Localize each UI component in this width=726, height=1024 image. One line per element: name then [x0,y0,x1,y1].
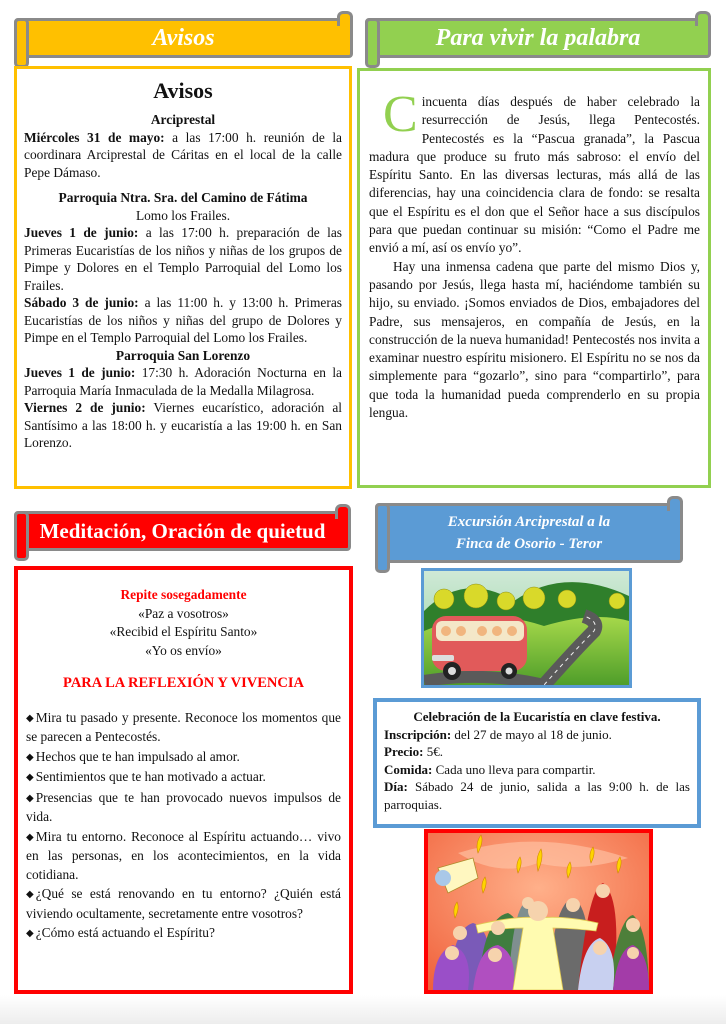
reflexion-item [26,748,341,768]
reflexion-title: PARA LA REFLEXIÓN Y VIVENCIA [63,675,304,691]
aviso-entry [24,224,342,294]
info-row-comida [384,761,690,779]
reflexion-item-text: ¿Cómo está actuando el Espíritu? [35,925,215,940]
excursion-title-line-2: Finca de Osorio - Teror [455,536,603,552]
reflexion-item-text: Presencias que te han provocado nuevos impulsos de vida. [26,789,341,824]
pentecost-illustration-icon [424,829,653,994]
section-title-san-lorenzo: Parroquia San Lorenzo [115,347,251,363]
reflexion-item [26,924,341,944]
phrase: «Yo os envío» [145,642,222,658]
aviso-date: Sábado 3 de junio: [24,295,139,310]
reflexion-item-text: ¿Qué se está renovando en tu entorno? ¿Quién está viviendo ocultamente, secretamente entre vosotros? [26,886,341,921]
reflexion-item [26,709,341,747]
diamond-bullet-icon: ◆ [26,751,34,763]
aviso-entry [24,129,342,182]
palabra-banner-title: Para vivir la palabra [435,24,641,51]
palabra-box [357,68,711,488]
reflexion-item-text: Hechos que te han impulsado al amor. [35,748,240,764]
reflexion-item [26,828,341,885]
reflexion-item [26,768,341,788]
info-value: del 27 de mayo al 18 de junio. [451,726,612,742]
reflexion-item-text: Mira tu pasado y presente. Reconoce los momentos que se parecen a Pentecostés. [26,709,341,744]
drop-cap: C [383,86,418,143]
info-title: Celebración de la Eucaristía en clave festiva. [413,709,661,724]
info-value: Cada uno lleva para compartir. [432,761,596,777]
paragraph-text: incuenta días después de haber celebrado la resurrección de Jesús, llega Pentecostés. Pentecostés es la “Pascua granada”, la Pascua madura que produce su fruto más sabroso: el envío del Espíritu Santo. En las diversas lecturas, más allá de las diferencias, hay una coincidencia clara de fondo: se resalta que el Espíritu es el don que el Señor hace a sus discípulos para que puedan continuar su misión: “Como el Padre me envió a mí, así os envío yo”. [369,94,700,256]
aviso-date: Jueves 1 de junio: [24,225,139,240]
aviso-text: a las 11:00 h. y 13:00 h. Primeras Eucaristías de los niños y niñas del grupo de Dolores y Pimpe en el Templo Parroquial del Lomo los Frailes. [24,295,342,345]
excursion-banner [375,503,683,563]
excursion-title-line-1: Excursión Arciprestal a la [447,514,611,530]
section-title-fatima: Parroquia Ntra. Sra. del Camino de Fátima [58,190,308,205]
phrase: «Recibid el Espíritu Santo» [109,624,258,639]
aviso-entry [24,294,342,347]
excursion-banner-title [448,511,610,555]
aviso-text: a las 17:00 h. reunión de la coordinara Arciprestal de Cáritas en el local de la calle Pepe Dámaso. [24,129,342,180]
diamond-bullet-icon: ◆ [26,792,34,804]
reflexion-list [26,709,341,944]
diamond-bullet-icon: ◆ [26,772,34,783]
aviso-date: Jueves 1 de junio: [24,365,136,380]
info-value: Sábado 24 de junio, salida a las 9:00 h. de las parroquias. [384,779,690,812]
aviso-text: Viernes eucarístico, adoración al Santísimo a las 18:00 h. y eucaristía a las 19:00 h. en San Lorenzo. [24,400,342,450]
avisos-box [14,66,352,489]
aviso-date: Miércoles 31 de mayo: [24,129,165,145]
info-row-inscripcion [384,726,690,744]
info-row-dia [384,778,690,813]
page-bottom-shadow [0,995,726,1024]
diamond-bullet-icon: ◆ [26,831,34,843]
meditacion-box [14,566,353,994]
info-label: Día: [384,779,408,794]
excursion-info-box [373,698,701,828]
diamond-bullet-icon: ◆ [26,712,34,724]
palabra-banner [365,18,711,58]
aviso-text: a las 17:00 h. preparación de las Primeras Eucaristías de los niños y niñas de los grupos de Pimpe y Dolores en el Templo Parroquial del Lomo los Frailes. [24,225,342,293]
avisos-banner [14,18,353,58]
diamond-bullet-icon: ◆ [26,928,34,939]
meditacion-banner [14,511,351,551]
info-row-precio [384,743,690,761]
section-subtitle: Lomo los Frailes. [135,207,231,223]
reflexion-item [26,885,341,923]
info-label: Comida: [384,761,433,777]
phrase: «Paz a vosotros» [138,605,229,621]
bus-illustration-icon [421,568,632,688]
section-title-arciprestal: Arciprestal [150,112,216,127]
palabra-paragraph-2: Hay una inmensa cadena que parte del mismo Dios y, pasando por Jesús, llega hasta mí, haciéndome también su hijo, su enviado. ¡Somos enviados de Dios, embajadores del Padre, sus mensajeros, en compañía de Jesús, en la construcción de la nueva humanidad! Pentecostés nos invita a examinar nuestro espíritu misionero. El Espíritu no se nos da simplemente para “gozarlo”, sino para “compartirlo”, para que toda la humanidad pueda comprenderlo en su propia lengua. [369,258,700,421]
avisos-heading: Avisos [153,78,213,103]
info-label: Inscripción: [384,726,452,742]
aviso-text: 17:30 h. Adoración Nocturna en la Parroquia María Inmaculada de la Medalla Milagrosa. [24,365,342,398]
aviso-entry [24,364,342,399]
aviso-entry [24,399,342,452]
palabra-paragraph-1 [369,86,700,258]
avisos-banner-title: Avisos [152,24,215,51]
info-label: Precio: [384,744,424,759]
reflexion-item-text: Sentimientos que te han motivado a actuar. [35,769,266,784]
meditacion-banner-title: Meditación, Oración de quietud [39,518,326,543]
repite-title: Repite sosegadamente [120,587,247,602]
reflexion-item [26,789,341,827]
reflexion-item-text: Mira tu entorno. Reconoce al Espíritu actuando… vivo en las personas, en los acontecimientos, en la vida cotidiana. [26,828,341,882]
info-value: 5€. [423,744,443,759]
aviso-date: Viernes 2 de junio: [24,400,146,415]
diamond-bullet-icon: ◆ [26,889,34,900]
